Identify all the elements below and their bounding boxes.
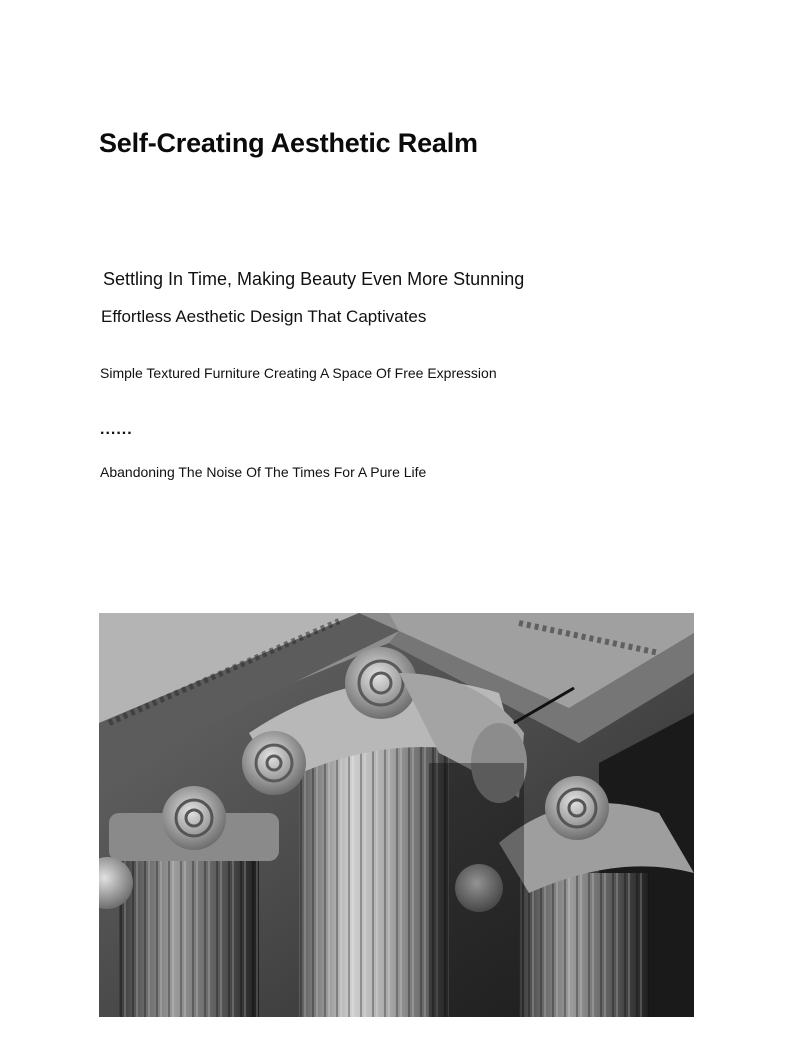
document-title: Self-Creating Aesthetic Realm bbox=[99, 128, 478, 158]
left-column bbox=[99, 786, 279, 1017]
columns-illustration bbox=[99, 613, 694, 1017]
description-line-furniture: Simple Textured Furniture Creating A Space Of Free Expression bbox=[100, 365, 497, 381]
document-subtitle: Settling In Time, Making Beauty Even More Stunning bbox=[103, 269, 525, 289]
description-line-pure-life: Abandoning The Noise Of The Times For A Pure Life bbox=[100, 464, 427, 480]
section-heading: Effortless Aesthetic Design That Captivates bbox=[101, 307, 427, 326]
ellipsis-divider: ...... bbox=[100, 421, 133, 438]
ionic-columns-photo bbox=[99, 613, 694, 1017]
